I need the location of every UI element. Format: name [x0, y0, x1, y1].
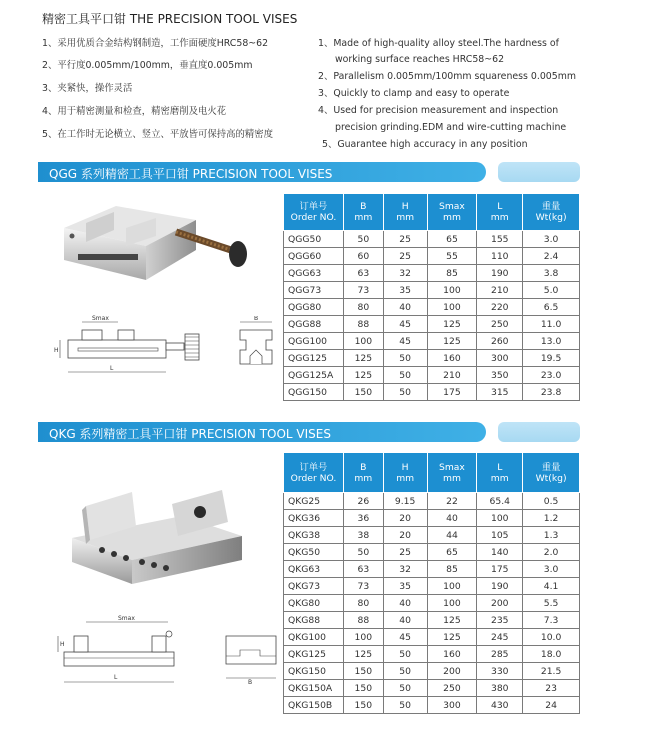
qkg-cell-weight: 4.1: [523, 578, 580, 595]
qgg-cell-b: 88: [343, 316, 383, 333]
qkg-side-drawing: [56, 612, 186, 690]
qkg-cell-smax: 160: [427, 646, 477, 663]
qkg-cell-l: 175: [477, 561, 523, 578]
qkg-cell-smax: 40: [427, 510, 477, 527]
qkg-cell-l: 430: [477, 697, 523, 714]
qkg-cell-weight: 2.0: [523, 544, 580, 561]
qgg-cell-l: 260: [477, 333, 523, 350]
qkg-cell-smax: 65: [427, 544, 477, 561]
qgg-col-l: L mm: [477, 194, 523, 231]
qkg-cell-h: 20: [383, 527, 427, 544]
qkg-cell-l: 140: [477, 544, 523, 561]
qgg-smax-label: Smax: [92, 315, 109, 322]
qkg-table-row: [284, 544, 580, 561]
qgg-side-drawing: [54, 312, 214, 384]
qgg-cell-order-no: QGG73: [284, 282, 344, 299]
qkg-col-b: B mm: [343, 453, 383, 493]
qkg-cell-order-no: QKG63: [284, 561, 344, 578]
qgg-cell-b: 150: [343, 384, 383, 401]
qkg-b-label: B: [248, 679, 253, 686]
qkg-smax-label: Smax: [118, 615, 135, 622]
qgg-col-b: B mm: [343, 194, 383, 231]
qgg-cell-l: 250: [477, 316, 523, 333]
feature-cn-1: 1、采用优质合金结构钢制造，工作面硬度HRC58~62: [42, 38, 269, 49]
qgg-cell-smax: 100: [427, 299, 477, 316]
qgg-col-weight: 重量 Wt(kg): [523, 194, 580, 231]
qgg-cell-l: 110: [477, 248, 523, 265]
qgg-cell-weight: 3.8: [523, 265, 580, 282]
qgg-col-smax: Smax mm: [427, 194, 477, 231]
qkg-cell-h: 50: [383, 697, 427, 714]
qkg-cell-h: 32: [383, 561, 427, 578]
qkg-cell-l: 330: [477, 663, 523, 680]
qkg-cell-order-no: QKG80: [284, 595, 344, 612]
feature-en-5: 5、Guarantee high accuracy in any position: [322, 139, 528, 150]
qgg-cell-smax: 210: [427, 367, 477, 384]
qkg-cell-b: 100: [343, 629, 383, 646]
qgg-table-row: [284, 384, 580, 401]
qkg-cell-b: 73: [343, 578, 383, 595]
feature-en-1: 1、Made of high-quality alloy steel.The hardness of: [318, 38, 559, 49]
qgg-cell-weight: 23.0: [523, 367, 580, 384]
qgg-cell-l: 350: [477, 367, 523, 384]
qkg-cell-b: 125: [343, 646, 383, 663]
qkg-cell-l: 105: [477, 527, 523, 544]
qgg-table-row: [284, 316, 580, 333]
qkg-cell-b: 38: [343, 527, 383, 544]
qgg-cell-order-no: QGG125: [284, 350, 344, 367]
qgg-cell-smax: 85: [427, 265, 477, 282]
qkg-cell-b: 26: [343, 493, 383, 510]
qkg-section-title: QKG 系列精密工具平口钳 PRECISION TOOL VISES: [49, 427, 331, 441]
qgg-cell-weight: 5.0: [523, 282, 580, 299]
qgg-cell-smax: 125: [427, 333, 477, 350]
qgg-cell-weight: 13.0: [523, 333, 580, 350]
qkg-table-row: [284, 510, 580, 527]
qgg-section-title: QGG 系列精密工具平口钳 PRECISION TOOL VISES: [49, 167, 333, 181]
feature-cn-5: 5、在工作时无论横立、竖立、平放皆可保持高的精密度: [42, 129, 273, 140]
qkg-table-row: [284, 629, 580, 646]
qkg-cell-l: 235: [477, 612, 523, 629]
qgg-cell-b: 60: [343, 248, 383, 265]
qkg-cell-smax: 125: [427, 612, 477, 629]
qgg-cell-order-no: QGG63: [284, 265, 344, 282]
qgg-cell-b: 80: [343, 299, 383, 316]
qgg-cell-order-no: QGG60: [284, 248, 344, 265]
qkg-cell-smax: 22: [427, 493, 477, 510]
qgg-cell-b: 125: [343, 350, 383, 367]
qkg-table-row: [284, 561, 580, 578]
qgg-col-order: 订单号 Order NO.: [284, 194, 344, 231]
qgg-cell-l: 190: [477, 265, 523, 282]
qkg-cell-order-no: QKG73: [284, 578, 344, 595]
qkg-cell-weight: 0.5: [523, 493, 580, 510]
qkg-cell-weight: 18.0: [523, 646, 580, 663]
qkg-cell-h: 50: [383, 680, 427, 697]
qkg-cell-b: 150: [343, 697, 383, 714]
qkg-cell-order-no: QKG150: [284, 663, 344, 680]
qkg-table-row: [284, 527, 580, 544]
qgg-cell-h: 40: [383, 299, 427, 316]
page-title: 精密工具平口钳 THE PRECISION TOOL VISES: [42, 12, 298, 26]
qkg-table-row: [284, 663, 580, 680]
qgg-table-row: [284, 367, 580, 384]
feature-cn-4: 4、用于精密测量和检查，精密磨削及电火花: [42, 106, 227, 117]
qgg-cell-h: 50: [383, 350, 427, 367]
qkg-cell-order-no: QKG150B: [284, 697, 344, 714]
qgg-cell-h: 32: [383, 265, 427, 282]
qkg-end-drawing: [220, 632, 280, 690]
qkg-l-label: L: [114, 674, 118, 681]
qkg-table-row: [284, 697, 580, 714]
qkg-cell-h: 9.15: [383, 493, 427, 510]
qkg-cell-b: 80: [343, 595, 383, 612]
qgg-cell-l: 300: [477, 350, 523, 367]
qgg-cell-b: 63: [343, 265, 383, 282]
qkg-cell-h: 45: [383, 629, 427, 646]
qkg-cell-h: 40: [383, 595, 427, 612]
qkg-table-row: [284, 612, 580, 629]
qkg-cell-order-no: QKG150A: [284, 680, 344, 697]
qgg-cell-h: 50: [383, 384, 427, 401]
qkg-cell-l: 65.4: [477, 493, 523, 510]
qgg-b-label: B: [254, 316, 259, 322]
qkg-cell-weight: 3.0: [523, 561, 580, 578]
qkg-cell-smax: 125: [427, 629, 477, 646]
qkg-cell-b: 88: [343, 612, 383, 629]
qkg-cell-smax: 85: [427, 561, 477, 578]
qkg-cell-h: 50: [383, 646, 427, 663]
qgg-cell-l: 210: [477, 282, 523, 299]
qgg-cell-h: 35: [383, 282, 427, 299]
qgg-col-h: H mm: [383, 194, 427, 231]
qgg-cell-h: 50: [383, 367, 427, 384]
qgg-spec-table: [283, 193, 580, 401]
qkg-col-smax: Smax mm: [427, 453, 477, 493]
qgg-vise-photo: [56, 198, 266, 288]
qkg-cell-weight: 1.3: [523, 527, 580, 544]
qgg-end-drawing: [236, 316, 278, 372]
qkg-cell-smax: 100: [427, 578, 477, 595]
feature-en-4: 4、Used for precision measurement and inspection: [318, 105, 559, 116]
qkg-cell-weight: 5.5: [523, 595, 580, 612]
qkg-cell-weight: 10.0: [523, 629, 580, 646]
qgg-cell-b: 100: [343, 333, 383, 350]
qkg-cell-order-no: QKG100: [284, 629, 344, 646]
qkg-cell-b: 36: [343, 510, 383, 527]
qgg-cell-order-no: QGG80: [284, 299, 344, 316]
qkg-cell-order-no: QKG125: [284, 646, 344, 663]
qkg-cell-smax: 200: [427, 663, 477, 680]
qkg-cell-l: 380: [477, 680, 523, 697]
qgg-table-row: [284, 231, 580, 248]
qkg-col-l: L mm: [477, 453, 523, 493]
qkg-cell-l: 100: [477, 510, 523, 527]
qkg-table-row: [284, 493, 580, 510]
qkg-cell-weight: 1.2: [523, 510, 580, 527]
qkg-cell-order-no: QKG50: [284, 544, 344, 561]
qkg-cell-order-no: QKG38: [284, 527, 344, 544]
qgg-cell-h: 45: [383, 316, 427, 333]
qgg-section-bar: [38, 162, 486, 182]
qkg-cell-l: 285: [477, 646, 523, 663]
qkg-col-order: 订单号 Order NO.: [284, 453, 344, 493]
qgg-cell-smax: 160: [427, 350, 477, 367]
qkg-col-weight: 重量 Wt(kg): [523, 453, 580, 493]
qkg-spec-table: [283, 452, 580, 714]
qgg-cell-weight: 23.8: [523, 384, 580, 401]
qgg-cell-weight: 6.5: [523, 299, 580, 316]
qgg-cell-weight: 2.4: [523, 248, 580, 265]
qkg-table-row: [284, 595, 580, 612]
qkg-cell-b: 150: [343, 680, 383, 697]
qkg-cell-l: 200: [477, 595, 523, 612]
qgg-cell-order-no: QGG100: [284, 333, 344, 350]
qgg-cell-smax: 125: [427, 316, 477, 333]
qgg-cell-weight: 3.0: [523, 231, 580, 248]
qkg-cell-weight: 21.5: [523, 663, 580, 680]
qgg-cell-l: 315: [477, 384, 523, 401]
qgg-cell-smax: 175: [427, 384, 477, 401]
qgg-cell-b: 125: [343, 367, 383, 384]
qkg-table-row: [284, 646, 580, 663]
qkg-h-label: H: [60, 641, 65, 648]
qgg-cell-b: 73: [343, 282, 383, 299]
feature-en-1b: working surface reaches HRC58~62: [335, 54, 505, 65]
qkg-cell-weight: 7.3: [523, 612, 580, 629]
qgg-cell-l: 220: [477, 299, 523, 316]
qgg-cell-smax: 55: [427, 248, 477, 265]
qgg-cell-order-no: QGG50: [284, 231, 344, 248]
qkg-cell-h: 50: [383, 663, 427, 680]
qgg-cell-h: 45: [383, 333, 427, 350]
qkg-table-row: [284, 578, 580, 595]
qgg-cell-weight: 11.0: [523, 316, 580, 333]
qkg-vise-photo: [62, 486, 252, 586]
qgg-cell-order-no: QGG150: [284, 384, 344, 401]
qkg-cell-order-no: QKG88: [284, 612, 344, 629]
qkg-cell-h: 40: [383, 612, 427, 629]
qgg-table-row: [284, 350, 580, 367]
qkg-cell-order-no: QKG36: [284, 510, 344, 527]
qkg-table-row: [284, 680, 580, 697]
qgg-cell-weight: 19.5: [523, 350, 580, 367]
qkg-cell-h: 20: [383, 510, 427, 527]
qkg-cell-smax: 44: [427, 527, 477, 544]
qgg-cell-l: 155: [477, 231, 523, 248]
qgg-section-pill: [498, 162, 580, 182]
qkg-cell-weight: 23: [523, 680, 580, 697]
qkg-cell-h: 35: [383, 578, 427, 595]
qgg-cell-order-no: QGG88: [284, 316, 344, 333]
qgg-table-row: [284, 265, 580, 282]
qkg-cell-smax: 250: [427, 680, 477, 697]
qkg-cell-weight: 24: [523, 697, 580, 714]
feature-en-3: 3、Quickly to clamp and easy to operate: [318, 88, 510, 99]
qgg-cell-smax: 100: [427, 282, 477, 299]
qkg-cell-smax: 100: [427, 595, 477, 612]
qgg-cell-h: 25: [383, 248, 427, 265]
qkg-cell-smax: 300: [427, 697, 477, 714]
feature-cn-3: 3、夹紧快，操作灵活: [42, 83, 133, 94]
feature-cn-2: 2、平行度0.005mm/100mm，垂直度0.005mm: [42, 60, 253, 71]
qgg-cell-h: 25: [383, 231, 427, 248]
qkg-cell-l: 190: [477, 578, 523, 595]
feature-en-2: 2、Parallelism 0.005mm/100mm squareness 0.005mm: [318, 71, 576, 82]
qgg-header-row: [284, 194, 580, 231]
qkg-col-h: H mm: [383, 453, 427, 493]
feature-en-4b: precision grinding.EDM and wire-cutting machine: [335, 122, 567, 133]
qgg-table-row: [284, 333, 580, 350]
qkg-section-pill: [498, 422, 580, 442]
qkg-cell-b: 63: [343, 561, 383, 578]
qkg-cell-order-no: QKG25: [284, 493, 344, 510]
qgg-cell-order-no: QGG125A: [284, 367, 344, 384]
qgg-l-label: L: [110, 365, 114, 372]
qgg-table-row: [284, 248, 580, 265]
qkg-cell-l: 245: [477, 629, 523, 646]
qgg-table-row: [284, 282, 580, 299]
qkg-cell-h: 25: [383, 544, 427, 561]
qgg-table-row: [284, 299, 580, 316]
qgg-h-label: H: [54, 347, 59, 354]
qkg-cell-b: 150: [343, 663, 383, 680]
qkg-cell-b: 50: [343, 544, 383, 561]
qkg-section-bar: [38, 422, 486, 442]
qkg-header-row: [284, 453, 580, 493]
qgg-cell-smax: 65: [427, 231, 477, 248]
qgg-cell-b: 50: [343, 231, 383, 248]
